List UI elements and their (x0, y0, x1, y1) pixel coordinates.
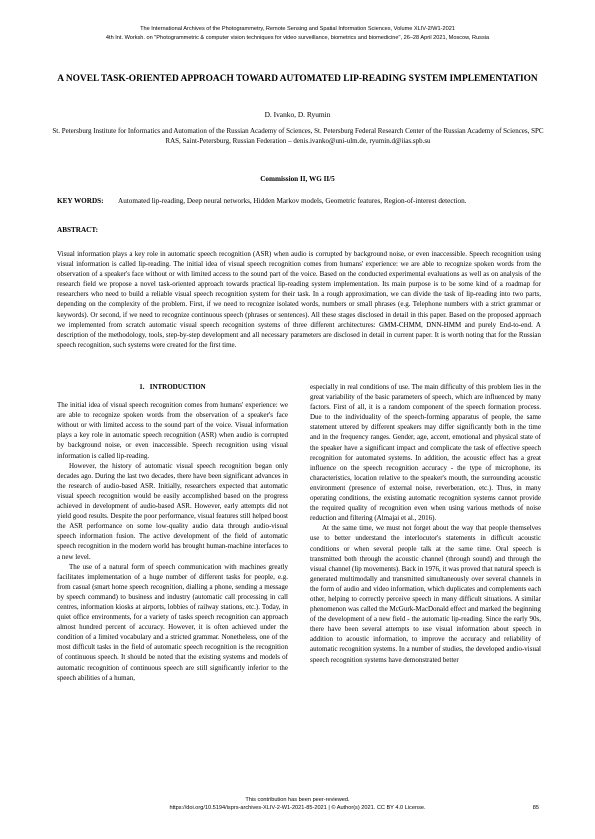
keywords (57, 196, 541, 206)
commission: Commission II, WG II/5 (260, 175, 335, 183)
paragraph: The initial idea of visual speech recognition comes from humans' experience: we are able to recognize spoken words from the observation of a speaker's face without or with limited access to the sound part of the voice. Visual information plays a key role in automatic speech recognition (ASR) when audio is corrupted by background noise, or even inaccessible. Speech recognition using visual information is called lip-reading. (57, 401, 288, 460)
section-title: INTRODUCTION (149, 383, 206, 391)
right-column (310, 382, 541, 665)
keywords-label: KEY WORDS: (57, 197, 104, 205)
footer-doi: https://doi.org/10.5194/isprs-archives-XLIV-2-W1-2021-85-2021 | © Author(s) 2021. CC BY 4.0 License. (169, 805, 426, 811)
paragraph: However, the history of automatic visual speech recognition began only decades ago. During the last two decades, there have been significant advances in the research of audio-based ASR. Initially, researchers expected that automatic visual speech recognition would be easily accomplished based on the progress achieved in development of audio-based ASR. However, early attempts did not yield good results. Despite the poor performance, visual features still helped boost the ASR performance on some low-quality audio data through audio-visual speech information fusion. The active development of the field of automatic speech recognition in the modern world has brought human-machine interfaces to a new level. (57, 461, 288, 561)
paper-title: A NOVEL TASK-ORIENTED APPROACH TOWARD AUTOMATED LIP-READING SYSTEM IMPLEMENTATION (57, 74, 538, 84)
paragraph: At the same time, we must not forget about the way that people themselves use to better understand the interlocutor's statements in difficult acoustic conditions or when several people talk at the same time. Oral speech is transmitted both through the acoustic channel (through sound) and through the visual channel (lip movements). Back in 1976, it was proved that natural speech is generated multimodally and transmitted simultaneously over several channels in the form of audio and video information, which duplicates and complements each other, helping to correctly perceive speech in many difficult situations. A similar phenomenon was called the McGurk-MacDonald effect and marked the beginning of the development of a new field - the automatic lip-reading. Since the early 90s, there have been several attempts to use visual information about speech in addition to acoustic information, to improve the accuracy and reliability of automatic recognition systems. In a number of studies, the developed audio-visual speech recognition systems have demonstrated better (310, 524, 541, 664)
abstract-text: Visual information plays a key role in automatic speech recognition (ASR) when audio is corrupted by background noise, or even inaccessible. Speech recognition using visual information is called lip-reading. The initial idea of visual speech recognition comes from humans' experience: we are able to recognize spoken words from the observation of a speaker's face without or with limited access to the sound part of the voice. Based on the conducted experimental evaluations as well as on analysis of the research field we propose a novel task-oriented approach towards practical lip-reading system implementation. Its main purpose is to be some kind of a roadmap for researchers who need to build a reliable visual speech recognition system for their task. In a rough approximation, we can divide the task of lip-reading into two parts, depending on the complexity of the problem. First, if we need to recognize isolated words, numbers or small phrases (e.g. Telephone numbers with a strict grammar or keywords). Or second, if we need to recognize continuous speech (phrases or sentences). All these stages disclosed in detail in this paper. Based on the proposed approach we implemented from scratch automatic visual speech recognition systems of three different architectures: GMM-CHMM, DNN-HMM and purely End-to-end. A description of the methodology, tools, step-by-step development and all necessary parameters are disclosed in detail in current paper. It is worth noting that for the Russian speech recognition, such systems were created for the first time. (57, 250, 541, 349)
page-number: 85 (532, 805, 539, 811)
abstract-label: ABSTRACT: (57, 226, 99, 234)
paragraph: especially in real conditions of use. The main difficulty of this problem lies in the great variability of the basic parameters of speech, which are influenced by many factors. First of all, it is a random component of the speech formation process. Due to the individuality of the speech-forming apparatus of people, the same statement uttered by different speakers may differ significantly both in the time and in the frequency ranges. Gender, age, accent, emotional and physical state of the speaker have a significant impact and complicate the task of effective speech recognition for automated systems. In addition, the acoustic effect has a great influence on the speech recognition accuracy - the type of microphone, its characteristics, location relative to the speaker's mouth, the surrounding acoustic environment (presence of external noise, reverberation, etc.). Thus, in many operating conditions, the existing automatic recognition systems cannot provide the required quality of recognition even when using various methods of noise reduction and filtering (Almajai et al., 2016). (310, 383, 541, 523)
section-heading (57, 382, 288, 392)
running-header-line-2: 4th Int. Worksh. on "Photogrammetric & computer vision techniques for video surveillance, biometrics and biomedicine", 26–28 April 2021, Moscow, Russia (105, 35, 490, 41)
running-header-line-1: The International Archives of the Photogrammetry, Remote Sensing and Spatial Information Sciences, Volume XLIV-2/W1-2021 (140, 26, 455, 32)
paragraph: The use of a natural form of speech communication with machines greatly facilitates implementation of a huge number of different tasks for people, e.g. from casual (smart home speech recognition, dialling a phone, sending a message by speech command) to business and industry (automatic call processing in call centres, information kiosks at airports, lobbies of railway stations, etc.). Today, in quiet office environments, for a variety of tasks speech recognition can approach almost hundred percent of accuracy. However, it is often achieved under the condition of a limited vocabulary and a stricted grammar. Nonetheless, one of the most difficult tasks in the field of automatic speech recognition is the recognition of continuous speech. It should be noted that the existing systems and models of automatic recognition of continuous speech are still significantly inferior to the speech abilities of a human, (57, 562, 288, 682)
footer-peer-review: This contribution has been peer-reviewed. (245, 797, 350, 803)
affiliation: St. Petersburg Institute for Informatics and Automation of the Russian Academy of Sciences, St. Petersburg Federal Research Center of the Russian Academy of Sciences, SPC RAS, Saint-Petersburg, Russian Federation – denis.ivanko@uni-ulm.de, ryumin.d@iias.spb.su (52, 127, 544, 145)
authors: D. Ivanko, D. Ryumin (264, 110, 331, 119)
section-number: 1. (139, 383, 145, 391)
left-column (57, 382, 288, 683)
keywords-text: Automated lip-reading, Deep neural networks, Hidden Markov models, Geometric features, Region-of-interest detection. (118, 197, 467, 205)
